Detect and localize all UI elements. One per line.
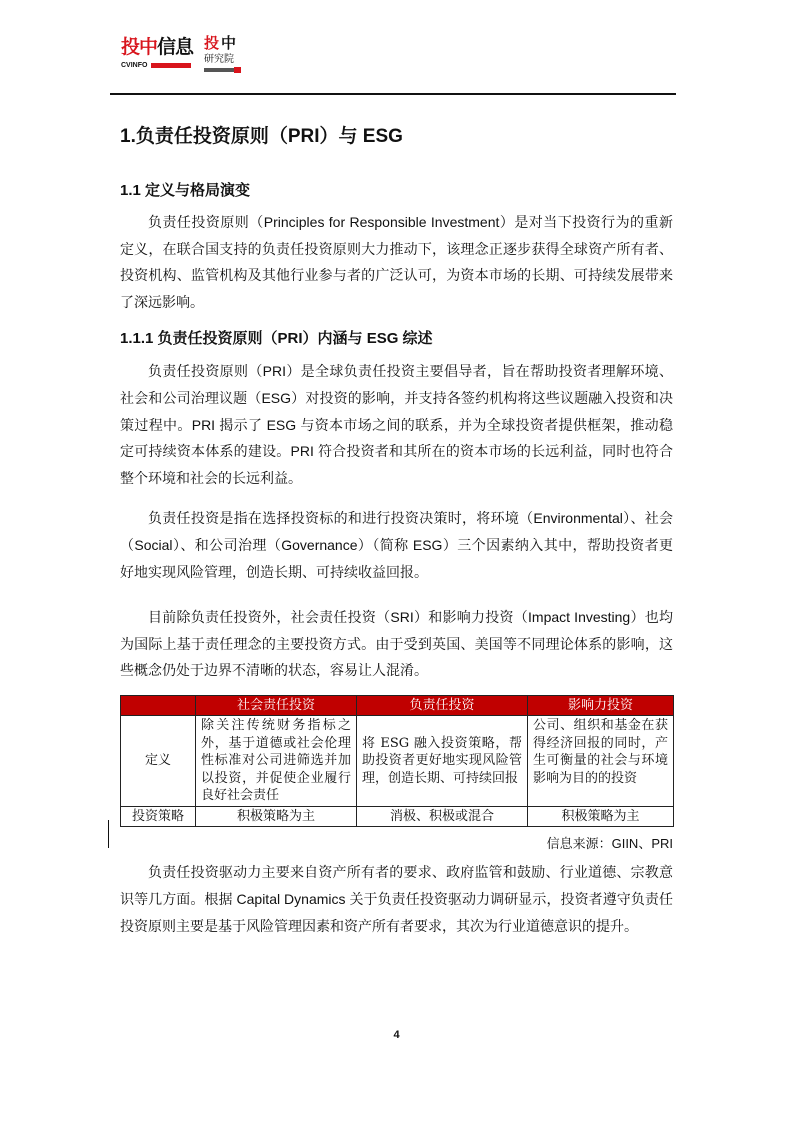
subsubsection-title: 1.1.1 负责任投资原则（PRI）内涵与 ESG 综述	[120, 330, 433, 348]
paragraph: 负责任投资原则（Principles for Responsible Investment）是对当下投资行为的重新定义，在联合国支持的负责任投资原则大力推动下，该理念正逐步获得全球资产所有者、投资机构、监管机构及其他行业参与者的广泛认可，为资本市场的长期、可持续发展带来了深远影响。	[120, 214, 673, 310]
header-divider	[110, 93, 676, 95]
text-cursor	[108, 820, 109, 848]
paragraph: 目前除负责任投资外，社会责任投资（SRI）和影响力投资（Impact Investing）也均为国际上基于责任理念的主要投资方式。由于受到英国、美国等不同理论体系的影响，这些概念仍处于边界不清晰的状态，容易让人混淆。	[120, 609, 673, 679]
paragraph: 负责任投资驱动力主要来自资产所有者的要求、政府监管和鼓励、行业道德、宗教意识等几方面。根据 Capital Dynamics 关于负责任投资驱动力调研显示，投资者遵守负责任投资原则主要是基于风险管理因素和资产所有者要求，其次为行业道德意识的提升。	[120, 864, 673, 934]
table-source: 信息来源：GIIN、PRI	[546, 836, 673, 852]
cvinfo-logo: 投中信息 CVINFO	[121, 37, 194, 69]
section-title: 1.负责任投资原则（PRI）与 ESG	[120, 126, 403, 147]
table-row: 定义 除关注传统财务指标之外，基于道德或社会伦理性标准对公司进筛选并加以投资，并促使企业履行良好社会责任 将 ESG 融入投资策略，帮助投资者更好地实现风险管理，创造长期、可持续回报 公司、组织和基金在获得经济回报的同时，产生可衡量的社会与环境影响为目的的投资	[121, 716, 674, 807]
page-body	[120, 125, 673, 939]
subsection-title: 1.1 定义与格局演变	[120, 182, 251, 199]
comparison-table	[120, 695, 674, 828]
page-number: 4	[393, 1029, 400, 1041]
table-row: 投资策略 积极策略为主 消极、积极或混合 积极策略为主	[121, 806, 674, 827]
paragraph: 负责任投资是指在选择投资标的和进行投资决策时，将环境（Environmental）、社会（Social）、和公司治理（Governance）（简称 ESG）三个因素纳入其中，帮助投资者更好地实现风险管理，创造长期、可持续收益回报。	[120, 510, 673, 580]
research-institute-logo: 投 中 研究院	[204, 36, 244, 80]
paragraph: 负责任投资原则（PRI）是全球负责任投资主要倡导者，旨在帮助投资者理解环境、社会和公司治理议题（ESG）对投资的影响，并支持各签约机构将这些议题融入投资和决策过程中。PRI 揭示了 ESG 与资本市场之间的联系，并为全球投资者提供框架，推动稳定可持续资本体系的建设。PRI 符合投资者和其所在的资本市场的长远利益，同时也符合整个环境和社会的长远利益。	[120, 363, 673, 486]
table-header-row: 社会责任投资 负责任投资 影响力投资	[121, 695, 674, 716]
